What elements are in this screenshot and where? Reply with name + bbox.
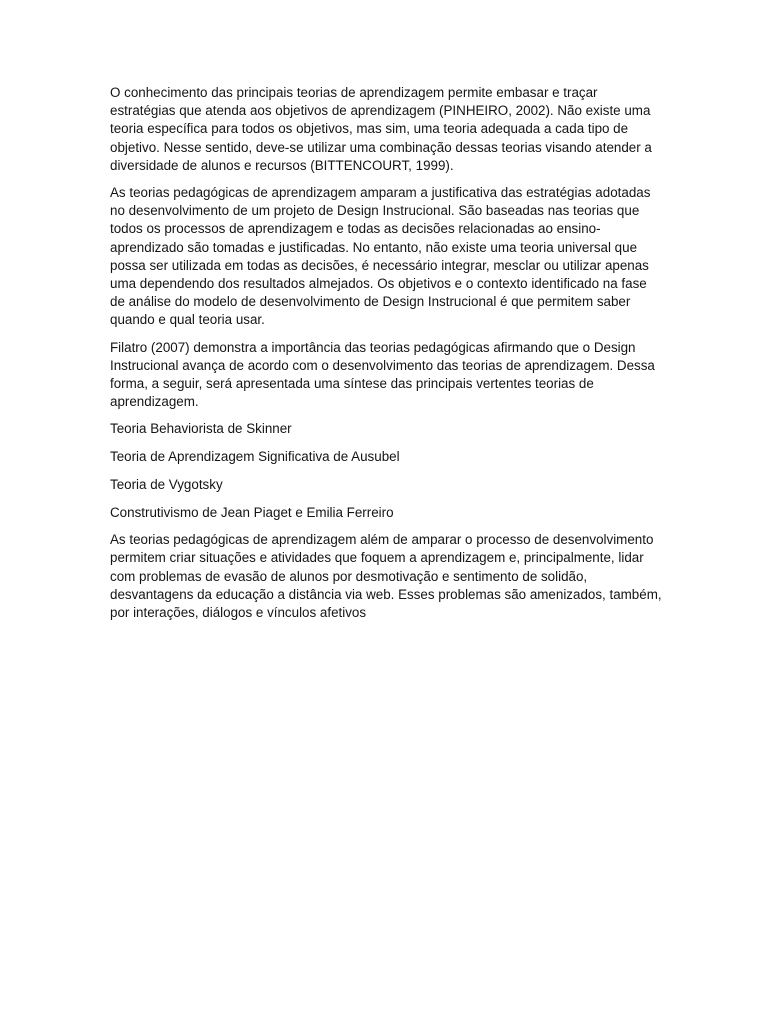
theory-behaviorist: Teoria Behaviorista de Skinner xyxy=(110,421,292,437)
paragraph-intro: O conhecimento das principais teorias de aprendizagem permite embasar e traçar estratégias que atenda aos objetivos de aprendizagem (PINHEIRO, 2002). Não existe uma teoria específica para todos os objetivos, mas sim, uma teoria adequada a cada tipo de objetivo. Nesse sentido, deve-se utilizar uma combinação dessas teorias visando atender a diversidade de alunos e recursos (BITTENCOURT, 1999). xyxy=(110,85,652,173)
paragraph-closing: As teorias pedagógicas de aprendizagem além de amparar o processo de desenvolvimento permitem criar situações e atividades que foquem a aprendizagem e, principalmente, lidar com problemas de evasão de alunos por desmotivação e sentimento de solidão, desvantagens da educação a distância via web. Esses problemas são amenizados, também, por interações, diálogos e vínculos afetivos xyxy=(110,532,662,621)
document-body xyxy=(110,84,662,631)
theory-constructivism: Construtivismo de Jean Piaget e Emilia Ferreiro xyxy=(110,504,394,520)
theory-vygotsky: Teoria de Vygotsky xyxy=(110,476,223,492)
paragraph-filatro: Filatro (2007) demonstra a importância das teorias pedagógicas afirmando que o Design Instrucional avança de acordo com o desenvolvimento das teorias de aprendizagem. Dessa forma, a seguir, será apresentada uma síntese das principais vertentes teorias de aprendizagem. xyxy=(110,339,655,410)
theory-ausubel: Teoria de Aprendizagem Significativa de Ausubel xyxy=(110,449,400,465)
paragraph-pedagogical-theories: As teorias pedagógicas de aprendizagem amparam a justificativa das estratégias adotadas no desenvolvimento de um projeto de Design Instrucional. São baseadas nas teorias que todos os processos de aprendizagem e todas as decisões relacionadas ao ensino-aprendizado são tomadas e justificadas. No entanto, não existe uma teoria universal que possa ser utilizada em todas as decisões, é necessário integrar, mesclar ou utilizar apenas uma dependendo dos resultados almejados. Os objetivos e o contexto identificado na fase de análise do modelo de desenvolvimento de Design Instrucional é que permitem saber quando e qual teoria usar. xyxy=(110,185,651,328)
